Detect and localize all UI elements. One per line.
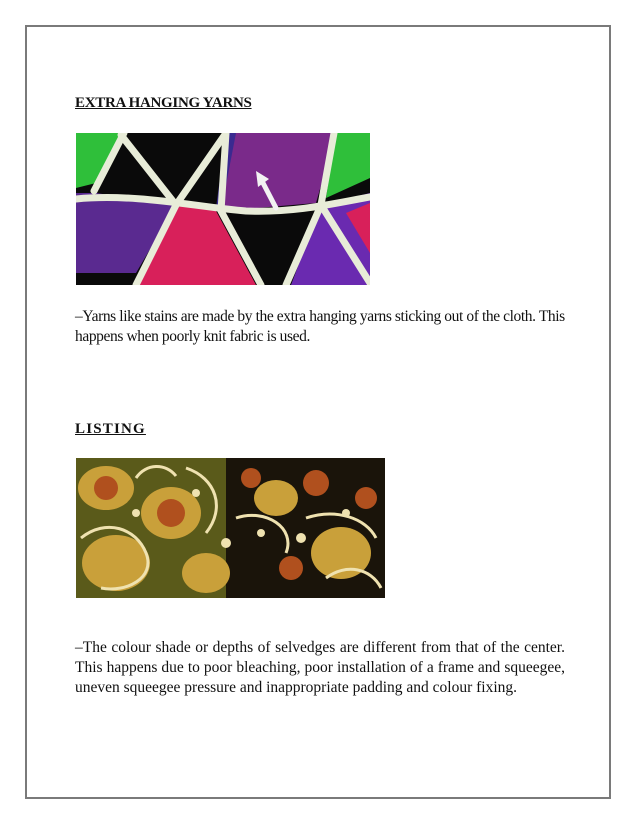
section-body-extra-hanging-yarns: –Yarns like stains are made by the extra hanging yarns sticking out of the cloth. This happens when poorly knit fabric is used. xyxy=(75,308,565,345)
fabric-photo-paisley xyxy=(76,458,385,598)
section-heading-listing: LISTING xyxy=(75,421,146,437)
section-body-listing: –The colour shade or depths of selvedges are different from that of the center. This happens due to poor bleaching, poor installation of a frame and squeegee, uneven squeegee pressure and inappropriate padding and colour fixing. xyxy=(75,639,565,696)
section-heading-extra-hanging-yarns: EXTRA HANGING YARNS xyxy=(75,95,252,111)
fabric-photo-triangles xyxy=(76,133,370,285)
